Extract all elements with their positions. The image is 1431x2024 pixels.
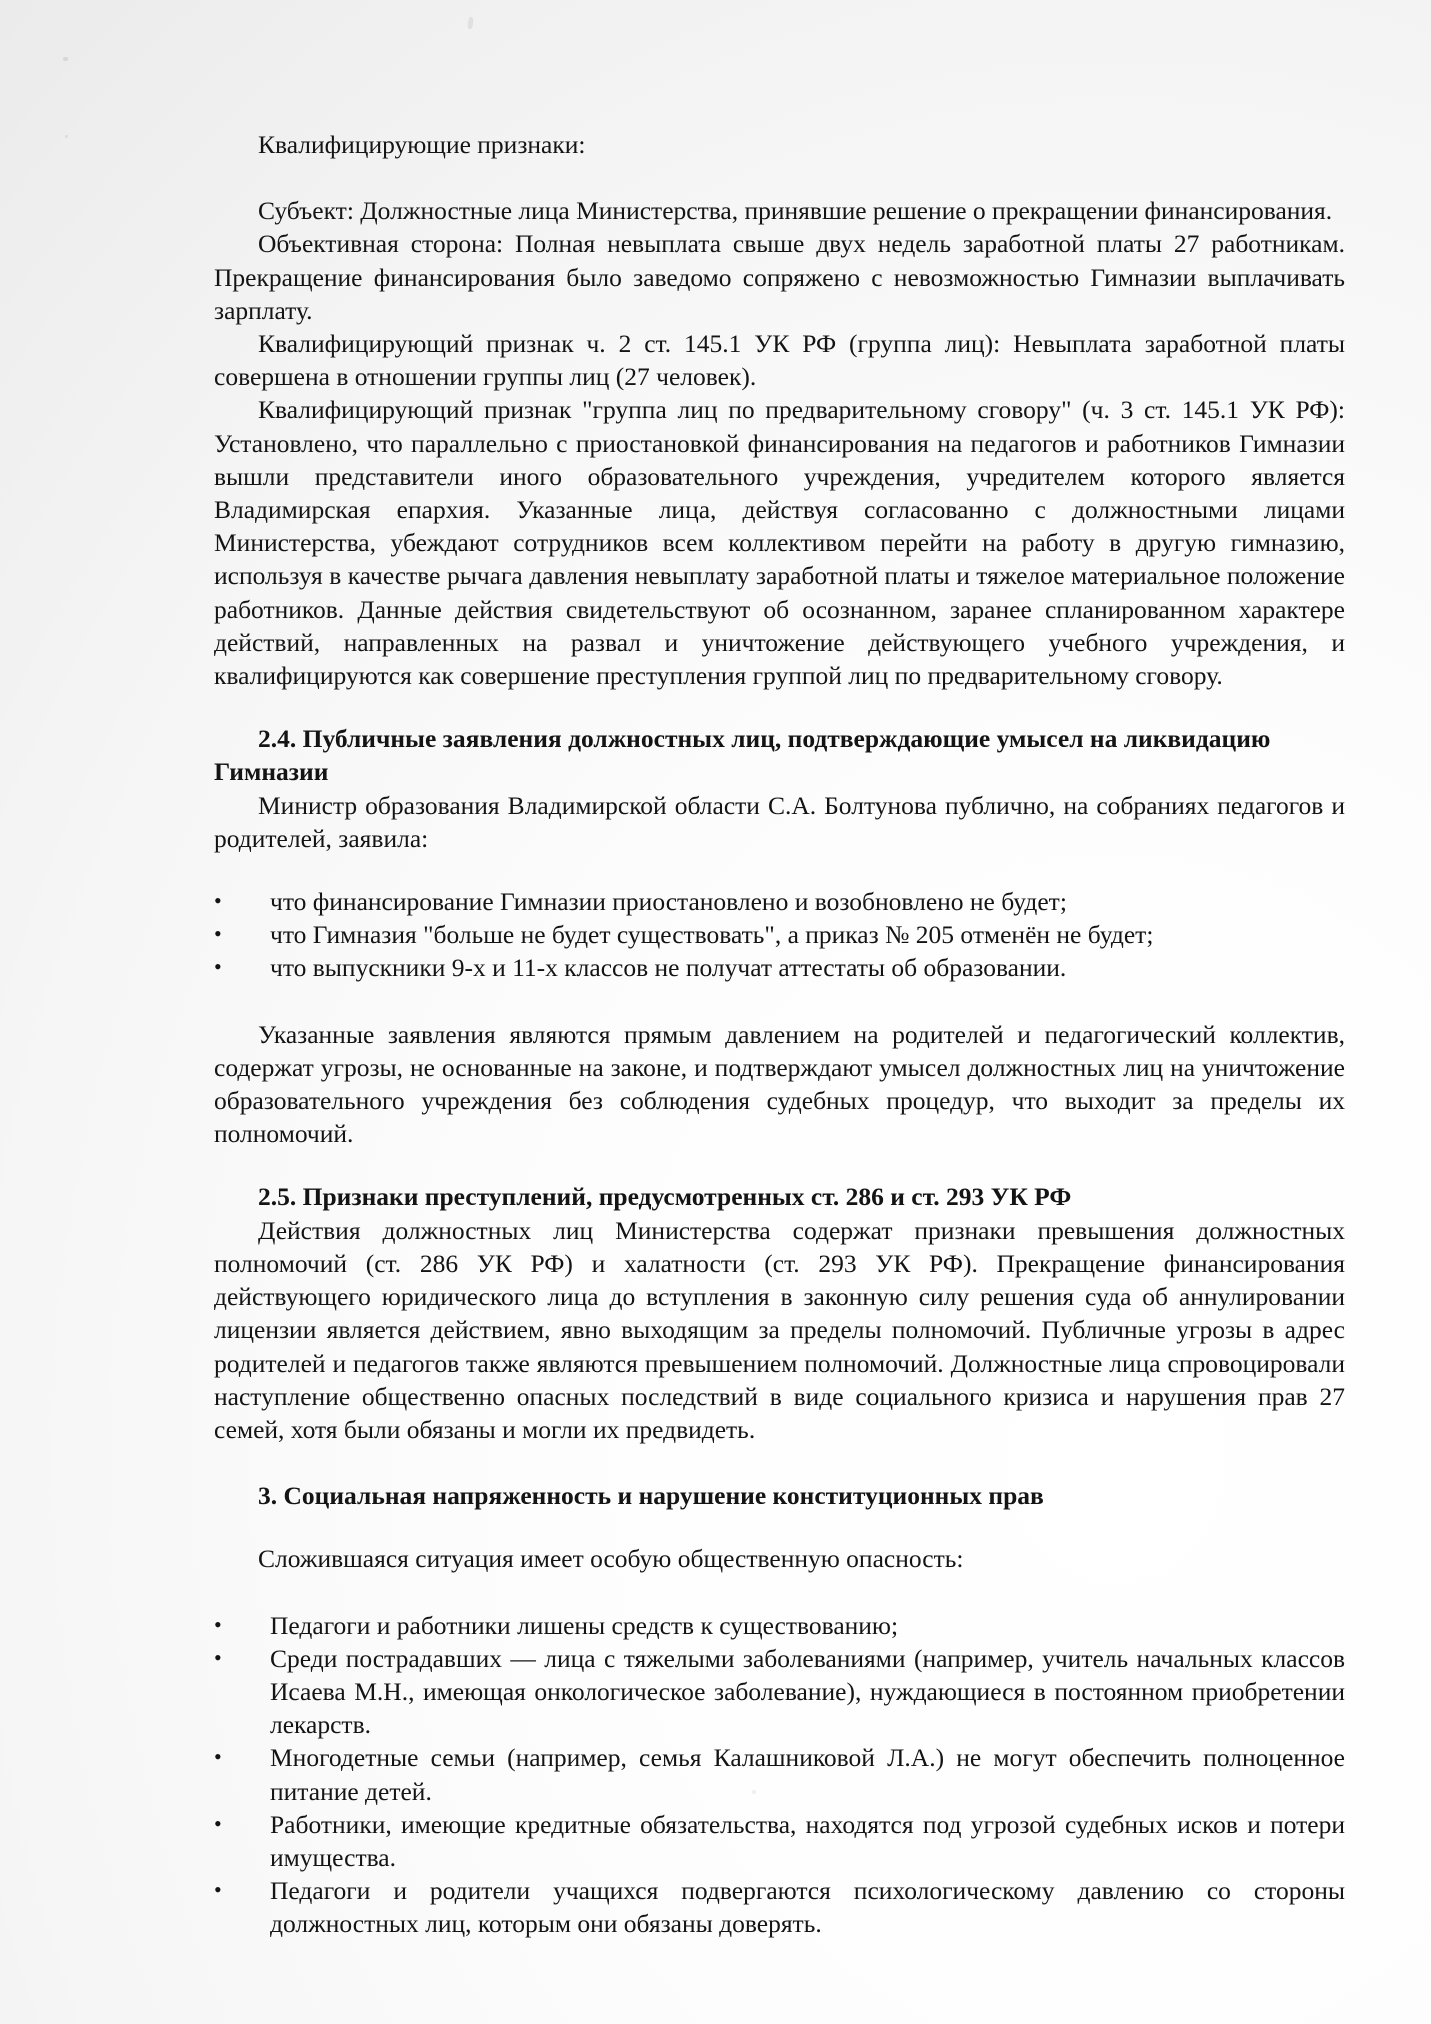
list-item: • Педагоги и работники лишены средств к существованию; [214, 1609, 1345, 1642]
scan-speck-icon [65, 135, 68, 138]
list-item: • Многодетные семьи (например, семья Калашниковой Л.А.) не могут обеспечить полноценное питание детей. [214, 1741, 1345, 1807]
scan-speck-icon [467, 17, 474, 30]
list-item: • что выпускники 9-х и 11-х классов не получат аттестаты об образовании. [214, 951, 1345, 984]
section-gap [214, 1446, 1345, 1479]
list-item: • Работники, имеющие кредитные обязательства, находятся под угрозой судебных исков и потери имущества. [214, 1808, 1345, 1874]
list-item: • что финансирование Гимназии приостановлено и возобновлено не будет; [214, 885, 1345, 918]
consequences-bullet-list [214, 1609, 1345, 1941]
qualifying-feature-part3-paragraph: Квалифицирующий признак "группа лиц по предварительному сговору" (ч. 3 ст. 145.1 УК РФ): Установлено, что параллельно с приостановкой финансирования на педагогов и работников Гимназии вышли представители иного образовательного учреждения, учредителем которого является Владимирская епархия. Указанные лица, действуя согласованно с должностными лицами Министерства, убеждают сотрудников всем коллективом перейти на работу в другую гимназию, используя в качестве рычага давления невыплату заработной платы и тяжелое материальное положение работников. Данные действия свидетельствуют об осознанном, заранее спланированном характере действий, направленных на развал и уничтожение действующего учебного учреждения, и квалифицируются как совершение преступления группой лиц по предварительному сговору. [214, 395, 1345, 691]
section-2-5-paragraph: Действия должностных лиц Министерства содержат признаки превышения должностных полномочий (ст. 286 УК РФ) и халатности (ст. 293 УК РФ). Прекращение финансирования действующего юридического лица до вступления в законную силу решения суда об аннулировании лицензии является действием, явно выходящим за пределы полномочий. Публичные угрозы в адрес родителей и педагогов также являются превышением полномочий. Должностные лица спровоцировали наступление общественно опасных последствий в виде социального кризиса и нарушения прав 27 семей, хотя были обязаны и могли их предвидеть. [214, 1215, 1345, 1444]
section-3-heading: 3. Социальная напряженность и нарушение конституционных прав [258, 1481, 1044, 1511]
subject-paragraph: Субъект: Должностные лица Министерства, принявшие решение о прекращении финансирования. [258, 196, 1333, 226]
section-2-5-heading: 2.5. Признаки преступлений, предусмотренных ст. 286 и ст. 293 УК РФ [258, 1182, 1072, 1212]
list-item: • Педагоги и родители учащихся подвергаются психологическому давлению со стороны должностных лиц, которым они обязаны доверять. [214, 1874, 1345, 1940]
qualifying-feature-part2-paragraph: Квалифицирующий признак ч. 2 ст. 145.1 УК РФ (группа лиц): Невыплата заработной платы совершена в отношении группы лиц (27 человек). [214, 329, 1345, 392]
list-gap [214, 985, 1345, 1018]
section-3-intro-paragraph: Сложившаяся ситуация имеет особую общественную опасность: [258, 1544, 964, 1574]
list-gap [214, 855, 1345, 885]
paragraph-gap [214, 161, 1345, 194]
scan-speck-icon [63, 57, 68, 61]
document-text-body [214, 128, 1345, 1941]
objective-side-paragraph: Объективная сторона: Полная невыплата свыше двух недель заработной платы 27 работникам. Прекращение финансирования было заведомо сопряжено с невозможностью Гимназии выплачивать зарплату. [214, 229, 1345, 325]
section-2-4-intro-paragraph: Министр образования Владимирской области С.А. Болтунова публично, на собраниях педагогов и родителей, заявила: [214, 790, 1345, 853]
statements-conclusion-paragraph: Указанные заявления являются прямым давлением на родителей и педагогический коллектив, содержат угрозы, не основанные на законе, и подтверждают умысел должностных лиц на уничтожение образовательного учреждения без соблюдения судебных процедур, что выходит за пределы их полномочий. [214, 1019, 1345, 1149]
section-gap [214, 692, 1345, 722]
statements-bullet-list [214, 885, 1345, 985]
lead-line: Квалифицирующие признаки: [258, 130, 586, 159]
list-gap [214, 1576, 1345, 1609]
list-item: • Среди пострадавших — лица с тяжелыми заболеваниями (например, учитель начальных классов Исаева М.Н., имеющая онкологическое заболевание), нуждающиеся в постоянном приобретении лекарств. [214, 1642, 1345, 1742]
paragraph-gap [214, 1512, 1345, 1542]
section-2-4-heading: 2.4. Публичные заявления должностных лиц, подтверждающие умысел на ликвидацию Гимназии [214, 724, 1271, 787]
list-item: • что Гимназия "больше не будет существовать", а приказ № 205 отменён не будет; [214, 918, 1345, 951]
section-gap [214, 1150, 1345, 1180]
